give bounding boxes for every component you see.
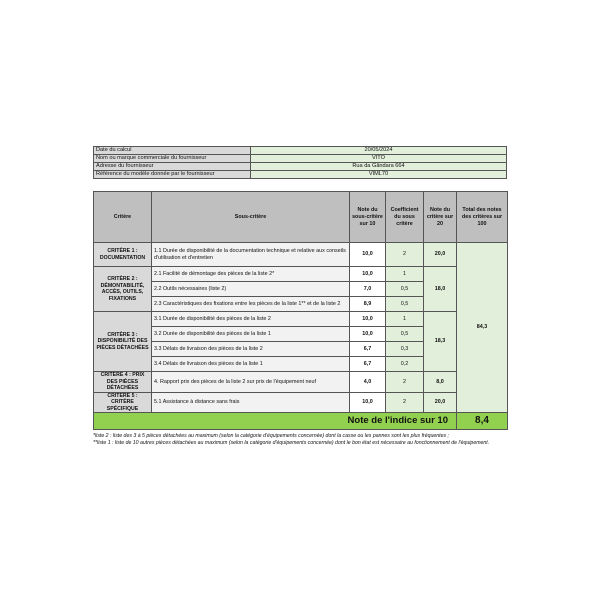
criterion-score20: 8,0 <box>424 372 457 393</box>
sub-criterion-coef: 2 <box>386 392 424 413</box>
criterion-score20: 20,0 <box>424 392 457 413</box>
sub-criterion-note: 10,0 <box>350 312 386 327</box>
sub-criterion-note: 10,0 <box>350 392 386 413</box>
sub-criterion-note: 10,0 <box>350 267 386 282</box>
criterion-name: CRITÈRE 2 : DÉMONTABILITÉ, ACCÈS, OUTILS, FIXATIONS <box>94 267 152 312</box>
header-sous-critere: Sous-critère <box>152 192 350 243</box>
sub-criterion-coef: 0,3 <box>386 342 424 357</box>
info-label: Référence du modèle donnée par le fournisseur <box>94 171 251 179</box>
sub-criterion-label: 3.3 Délais de livraison des pièces de la liste 2 <box>152 342 350 357</box>
sub-criterion-coef: 0,5 <box>386 282 424 297</box>
sub-criterion-coef: 2 <box>386 372 424 393</box>
final-row <box>94 413 508 430</box>
sub-criterion-coef: 2 <box>386 243 424 267</box>
sub-criterion-coef: 1 <box>386 267 424 282</box>
sub-criterion-label: 2.1 Facilité de démontage des pièces de la liste 2* <box>152 267 350 282</box>
criterion-score20: 20,0 <box>424 243 457 267</box>
footnote-2: **liste 1 : liste de 10 autres pièces détachées au maximum (selon la catégorie d'équipements concernée) dont le bon état est nécessaire au fonctionnement de l'équipement. <box>93 440 490 446</box>
info-value: Rua da Gândara 664 <box>251 163 507 171</box>
sub-criterion-note: 10,0 <box>350 327 386 342</box>
info-value: 20/05/2024 <box>251 147 507 155</box>
repairability-sheet <box>93 146 507 447</box>
score-row <box>94 243 508 267</box>
sub-criterion-label: 1.1 Durée de disponibilité de la documentation technique et relative aux conseils d'utilisation et d'entretien <box>152 243 350 267</box>
sub-criterion-note: 6,7 <box>350 342 386 357</box>
sub-criterion-note: 6,7 <box>350 357 386 372</box>
footnote-1: *liste 2 : liste des 3 à 5 pièces détachées au maximum (selon la catégorie d'équipements concernée) dont la casse ou les pannes sont les plus fréquentes ; <box>93 433 449 439</box>
score-row <box>94 372 508 393</box>
score-row <box>94 392 508 413</box>
scores-table <box>93 191 508 430</box>
info-label: Date du calcul <box>94 147 251 155</box>
header-note20: Note du critère sur 20 <box>424 192 457 243</box>
sub-criterion-label: 4. Rapport prix des pièces de la liste 2 sur prix de l'équipement neuf <box>152 372 350 393</box>
score-row <box>94 312 508 327</box>
info-value: VIML70 <box>251 171 507 179</box>
header-note10: Note du sous-critère sur 10 <box>350 192 386 243</box>
sub-criterion-label: 2.3 Caractéristiques des fixations entre les pièces de la liste 1** et de la liste 2 <box>152 297 350 312</box>
info-label: Nom ou marque commerciale du fournisseur <box>94 155 251 163</box>
info-label: Adresse du fournisseur <box>94 163 251 171</box>
sub-criterion-coef: 0,2 <box>386 357 424 372</box>
header-total: Total des notes des critères sur 100 <box>457 192 508 243</box>
sub-criterion-coef: 0,5 <box>386 297 424 312</box>
sub-criterion-note: 8,9 <box>350 297 386 312</box>
sub-criterion-label: 3.2 Durée de disponibilité des pièces de la liste 1 <box>152 327 350 342</box>
sub-criterion-coef: 1 <box>386 312 424 327</box>
info-value: VITO <box>251 155 507 163</box>
sub-criterion-label: 2.2 Outils nécessaires (liste 2) <box>152 282 350 297</box>
sub-criterion-note: 10,0 <box>350 243 386 267</box>
criterion-name: CRITÈRE 1 : DOCUMENTATION <box>94 243 152 267</box>
info-row <box>94 163 507 171</box>
total-score100: 84,3 <box>457 243 508 413</box>
score-row <box>94 267 508 282</box>
info-row <box>94 171 507 179</box>
sub-criterion-label: 5.1 Assistance à distance sans frais <box>152 392 350 413</box>
info-table <box>93 146 507 179</box>
header-coef: Coefficient du sous critère <box>386 192 424 243</box>
criterion-score20: 18,3 <box>424 312 457 372</box>
final-value: 8,4 <box>457 413 508 430</box>
sub-criterion-label: 3.1 Durée de disponibilité des pièces de la liste 2 <box>152 312 350 327</box>
final-label: Note de l'indice sur 10 <box>94 413 457 430</box>
footnotes <box>93 433 507 447</box>
criterion-name: CRITÈRE 4 : PRIX DES PIÈCES DÉTACHÉES <box>94 372 152 393</box>
info-row <box>94 147 507 155</box>
criterion-name: CRITÈRE 3 : DISPONIBILITÉ DES PIÈCES DÉTACHÉES <box>94 312 152 372</box>
sub-criterion-note: 7,0 <box>350 282 386 297</box>
info-row <box>94 155 507 163</box>
criterion-score20: 18,0 <box>424 267 457 312</box>
criterion-name: CRITÈRE 5 : CRITÈRE SPÉCIFIQUE <box>94 392 152 413</box>
sub-criterion-label: 3.4 Délais de livraison des pièces de la liste 1 <box>152 357 350 372</box>
header-critere: Critère <box>94 192 152 243</box>
sub-criterion-coef: 0,5 <box>386 327 424 342</box>
sub-criterion-note: 4,0 <box>350 372 386 393</box>
